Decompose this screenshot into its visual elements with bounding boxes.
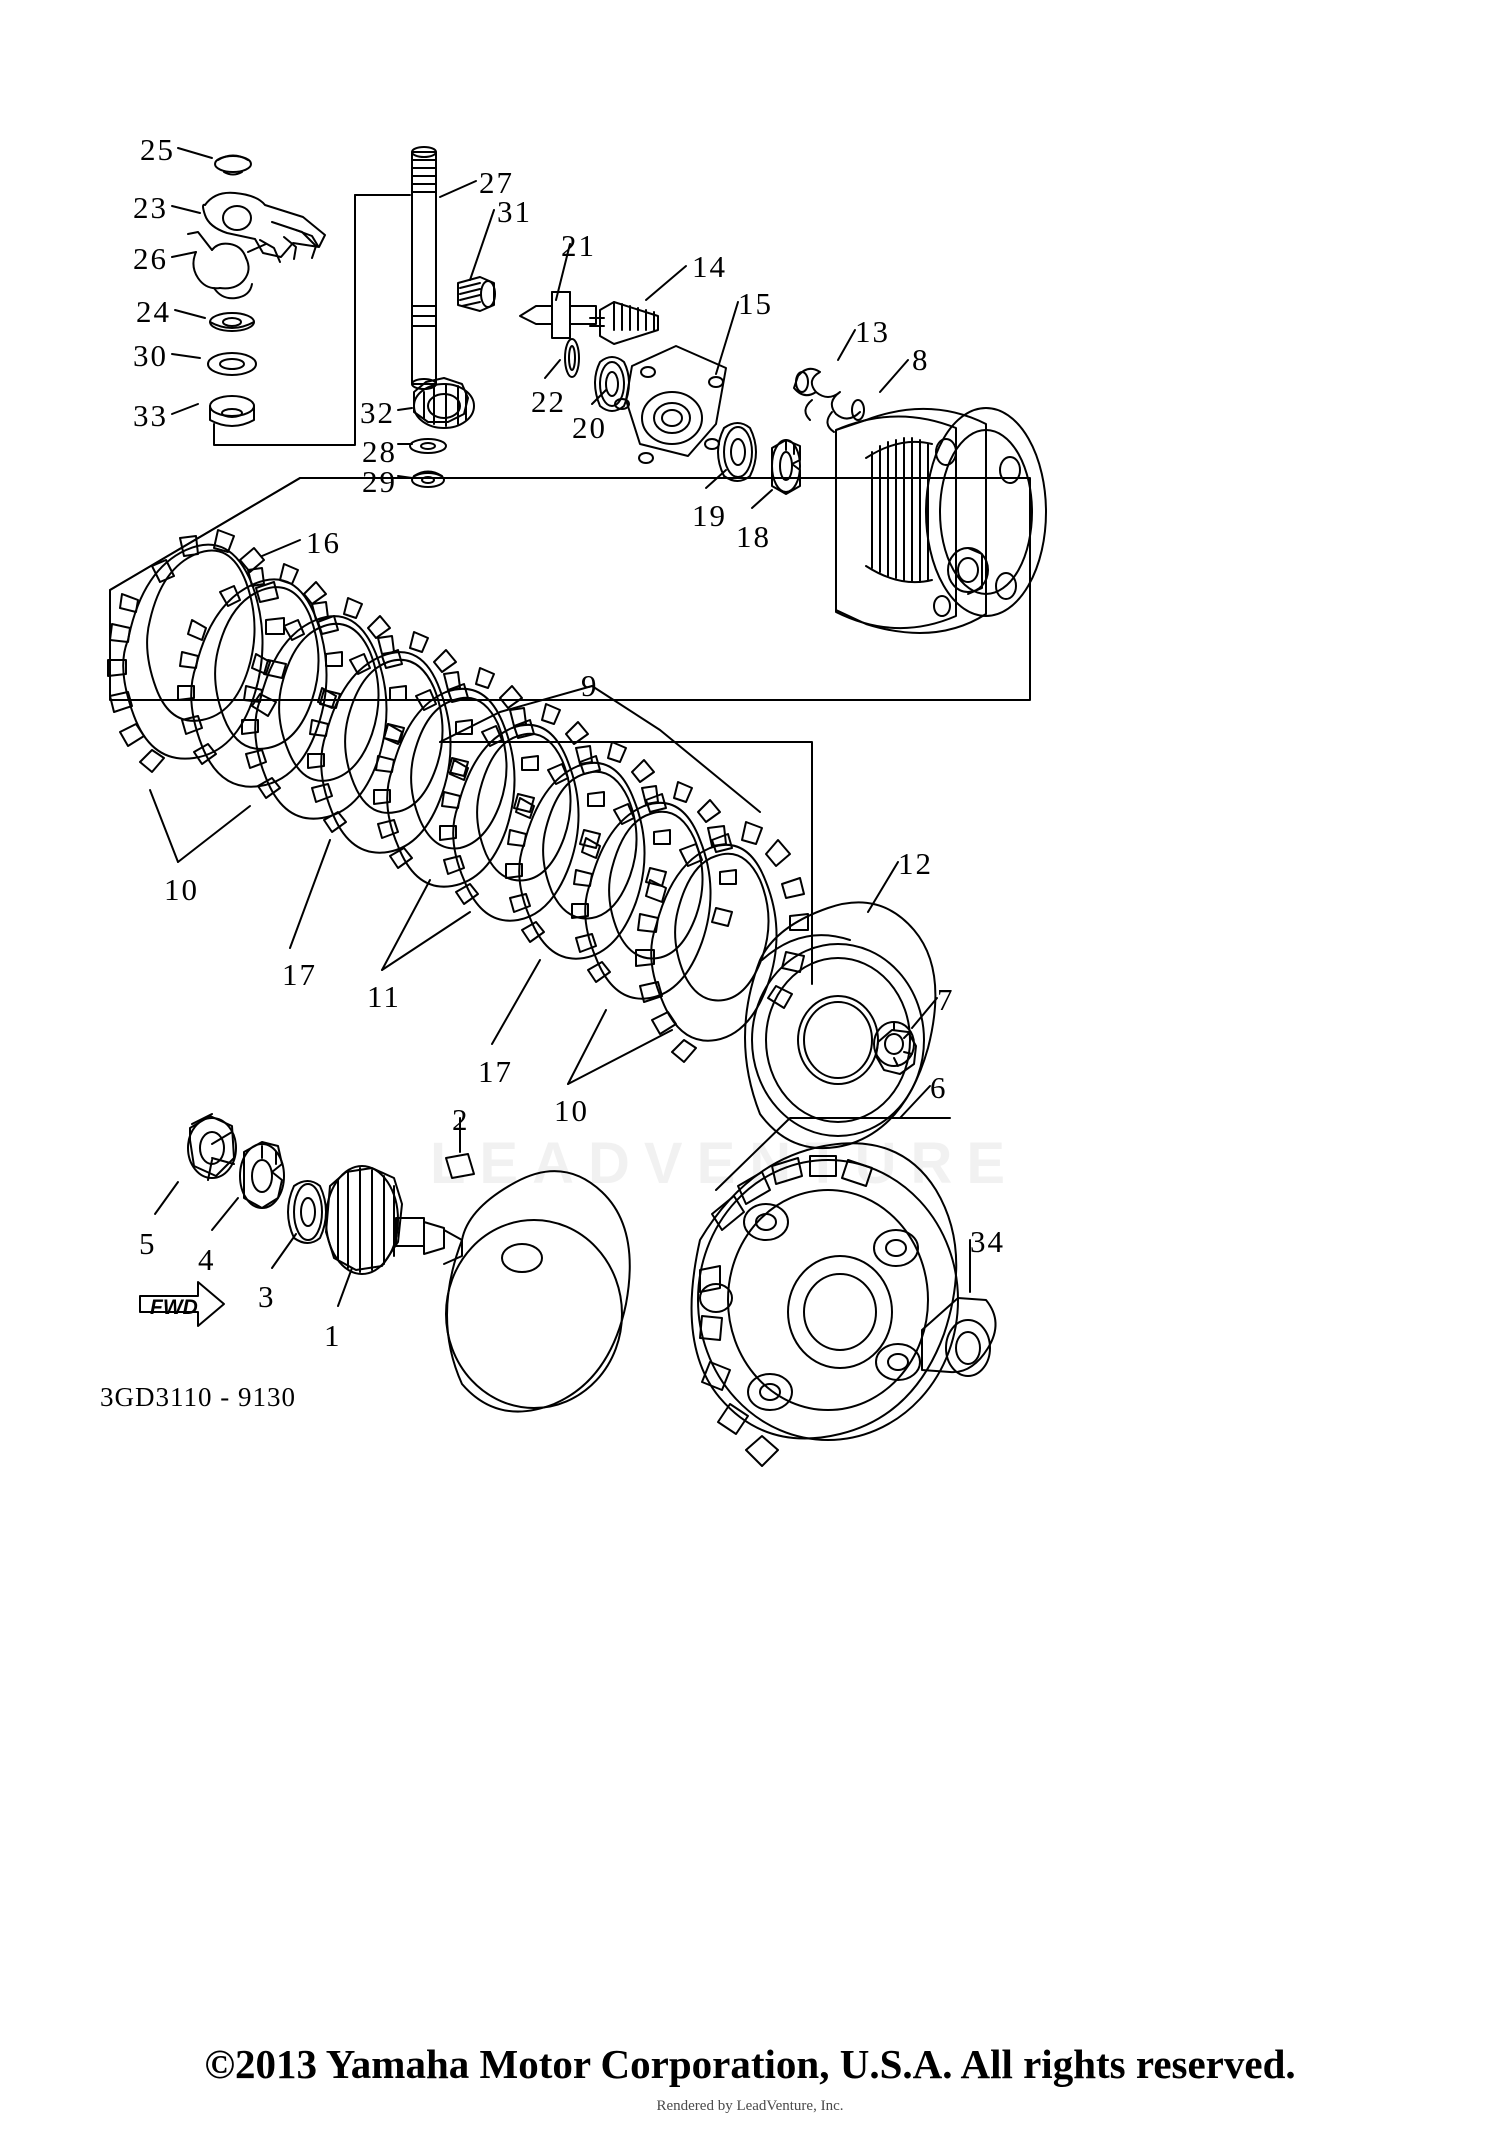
- callout-10-bottom: 10: [554, 1093, 589, 1128]
- diagram-part-code: 3GD3110 - 9130: [100, 1382, 296, 1412]
- callout-10-top: 10: [164, 872, 199, 907]
- callout-22: 22: [531, 384, 566, 419]
- callout-18: 18: [736, 519, 771, 554]
- callout-26: 26: [133, 241, 168, 276]
- callout-15: 15: [738, 286, 773, 321]
- callout-27: 27: [479, 165, 514, 200]
- copyright-notice: ©2013 Yamaha Motor Corporation, U.S.A. All rights reserved.: [204, 2041, 1296, 2087]
- rendered-by-notice: Rendered by LeadVenture, Inc.: [656, 2098, 844, 2114]
- callout-6: 6: [930, 1070, 948, 1105]
- callout-33: 33: [133, 398, 168, 433]
- callout-2: 2: [452, 1102, 470, 1137]
- callout-8: 8: [912, 342, 930, 377]
- callout-11: 11: [367, 979, 401, 1014]
- callout-5: 5: [139, 1226, 157, 1261]
- callout-3: 3: [258, 1279, 276, 1314]
- callout-1: 1: [324, 1318, 342, 1353]
- callout-30: 30: [133, 338, 168, 373]
- callout-21: 21: [561, 228, 596, 263]
- callout-7: 7: [937, 982, 955, 1017]
- callout-29: 29: [362, 464, 397, 499]
- callout-12: 12: [898, 846, 933, 881]
- callout-19: 19: [692, 498, 727, 533]
- callout-34: 34: [970, 1224, 1005, 1259]
- callout-24: 24: [136, 294, 171, 329]
- callout-20: 20: [572, 410, 607, 445]
- callout-9: 9: [581, 668, 599, 703]
- callout-25: 25: [140, 132, 175, 167]
- callout-14: 14: [692, 249, 727, 284]
- watermark-text: LEADVENTURE: [430, 1131, 1020, 1196]
- callout-17-mid: 17: [478, 1054, 513, 1089]
- callout-16: 16: [306, 525, 341, 560]
- callout-31: 31: [497, 194, 532, 229]
- callout-13: 13: [855, 314, 890, 349]
- callout-23: 23: [133, 190, 168, 225]
- callout-17-left: 17: [282, 957, 317, 992]
- callout-28: 28: [362, 434, 397, 469]
- fwd-direction-label: FWD: [150, 1296, 198, 1319]
- callout-4: 4: [198, 1242, 216, 1277]
- callout-32: 32: [360, 395, 395, 430]
